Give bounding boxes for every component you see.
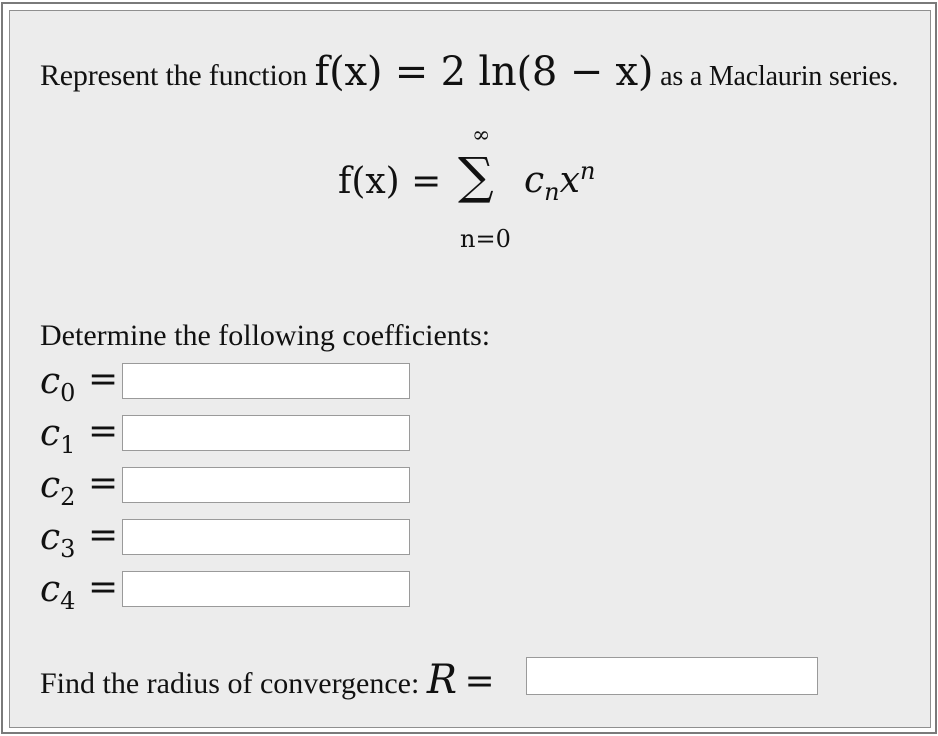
function-expression: f(x) = 2 ln(8 − x) [314,49,654,95]
problem-statement [40,49,898,95]
radius-equals: = [464,661,495,702]
c3-answer-input[interactable] [122,519,410,555]
coefficient-label: $c_2$ [40,465,76,511]
prompt-lead: Represent the function [40,59,315,92]
equals-sign: = [88,567,119,608]
radius-answer-input[interactable] [526,657,818,695]
c0-answer-input[interactable] [122,363,410,399]
equals-sign: = [88,359,119,400]
sum-lower-limit: n=0 [460,225,511,253]
coefficient-label: $c_1$ [40,413,76,459]
maclaurin-series-formula [338,121,638,251]
term-exponent: n [579,157,596,185]
coefficient-label: $c_4$ [40,569,76,615]
equals-sign: = [88,515,119,556]
equals-sign: = [88,411,119,452]
series-term [524,157,595,206]
sigma-symbol: ∑ [458,147,494,205]
radius-prompt [40,657,495,703]
question-frame [1,2,937,734]
coefficient-label: $c_0$ [40,361,76,407]
sum-upper-limit: ∞ [472,123,491,148]
radius-symbol: R [426,657,457,703]
series-lhs: f(x) = [338,161,442,202]
c4-answer-input[interactable] [122,571,410,607]
c1-answer-input[interactable] [122,415,410,451]
term-subscript: n [544,178,560,207]
instructions-text: Determine the following coefficients: [40,319,491,352]
question-panel [9,10,931,728]
term-base: c [524,160,545,201]
term-variable: x [559,160,580,201]
coefficient-label: $c_3$ [40,517,76,563]
radius-label-text: Find the radius of convergence: [40,667,427,700]
c2-answer-input[interactable] [122,467,410,503]
prompt-tail: as a Maclaurin series. [653,61,899,92]
equals-sign: = [88,463,119,504]
